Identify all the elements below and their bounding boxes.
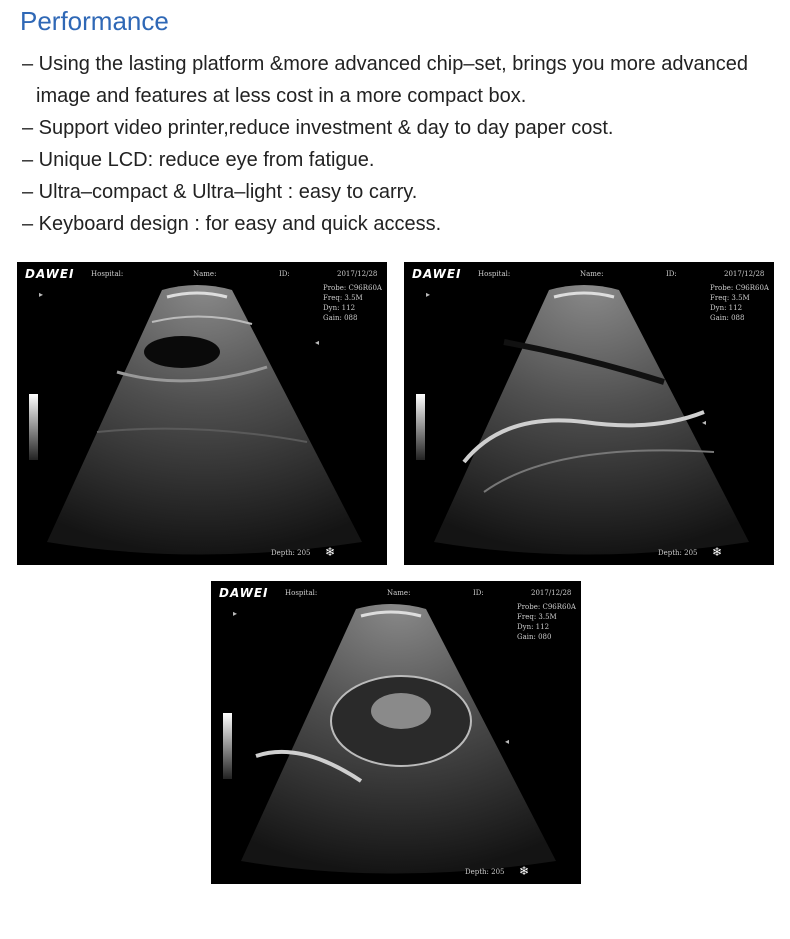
hospital-label: Hospital:	[478, 270, 511, 278]
id-label: ID:	[666, 270, 677, 278]
date-label: 2017/12/28	[337, 270, 378, 278]
freq-label: Freq: 3.5M	[517, 613, 557, 621]
snowflake-icon: ❄	[325, 545, 336, 559]
gain-label: Gain: 088	[323, 314, 358, 322]
gain-label: Gain: 080	[517, 633, 552, 641]
hospital-label: Hospital:	[285, 589, 318, 597]
brand-logo: DAWEI	[219, 586, 269, 600]
id-label: ID:	[473, 589, 484, 597]
page-title: Performance	[20, 6, 169, 36]
triangle-marker-icon: ◂	[505, 737, 510, 746]
name-label: Name:	[580, 270, 604, 278]
depth-label: Depth: 205	[271, 549, 311, 557]
triangle-marker-icon: ▸	[233, 609, 238, 618]
date-label: 2017/12/28	[531, 589, 572, 597]
gain-label: Gain: 088	[710, 314, 745, 322]
feature-item: – Using the lasting platform &more advanced chip–set, brings you more advanced image and features at less cost in a more compact box.	[22, 53, 748, 107]
feature-item: – Support video printer,reduce investment & day to day paper cost.	[22, 117, 614, 139]
triangle-marker-icon: ▸	[426, 290, 431, 299]
feature-item: – Unique LCD: reduce eye from fatigue.	[22, 149, 375, 171]
freq-label: Freq: 3.5M	[323, 294, 363, 302]
date-label: 2017/12/28	[724, 270, 765, 278]
triangle-marker-icon: ◂	[315, 338, 320, 347]
name-label: Name:	[387, 589, 411, 597]
snowflake-icon: ❄	[712, 545, 723, 559]
triangle-marker-icon: ▸	[39, 290, 44, 299]
name-label: Name:	[193, 270, 217, 278]
brand-logo: DAWEI	[412, 267, 462, 281]
brand-logo: DAWEI	[25, 267, 75, 281]
feature-list	[22, 48, 782, 240]
ultrasound-image-1	[17, 262, 387, 565]
ultrasound-image-3	[211, 581, 581, 884]
probe-label: Probe: C96R60A	[323, 284, 382, 292]
gray-scale-bar	[416, 394, 425, 460]
probe-label: Probe: C96R60A	[517, 603, 576, 611]
depth-label: Depth: 205	[465, 868, 505, 876]
probe-label: Probe: C96R60A	[710, 284, 769, 292]
gray-scale-bar	[223, 713, 232, 779]
hospital-label: Hospital:	[91, 270, 124, 278]
dyn-label: Dyn: 112	[710, 304, 743, 312]
feature-item: – Ultra–compact & Ultra–light : easy to carry.	[22, 181, 418, 203]
dyn-label: Dyn: 112	[323, 304, 356, 312]
freq-label: Freq: 3.5M	[710, 294, 750, 302]
snowflake-icon: ❄	[519, 864, 530, 878]
gray-scale-bar	[29, 394, 38, 460]
dyn-label: Dyn: 112	[517, 623, 550, 631]
ultrasound-image-2	[404, 262, 774, 565]
id-label: ID:	[279, 270, 290, 278]
triangle-marker-icon: ◂	[702, 418, 707, 427]
feature-item: – Keyboard design : for easy and quick access.	[22, 213, 442, 235]
depth-label: Depth: 205	[658, 549, 698, 557]
